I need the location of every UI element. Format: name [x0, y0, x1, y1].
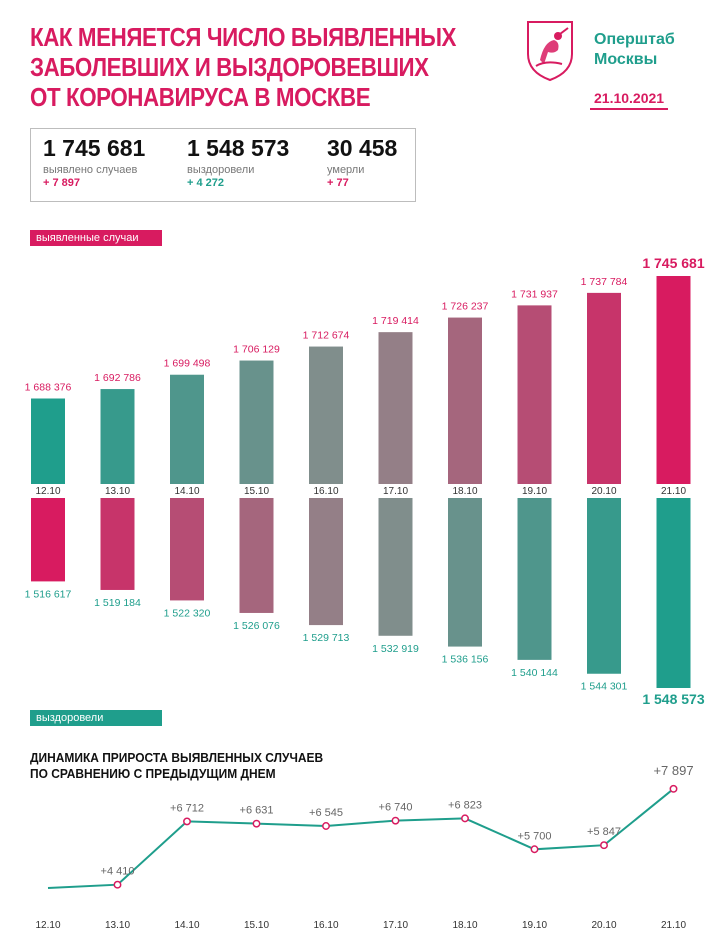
cases-bar [657, 276, 691, 484]
recovered-value-label: 1 548 573 [642, 691, 705, 707]
x-tick-label: 14.10 [174, 920, 200, 931]
deaths-label: умерли [327, 164, 365, 176]
data-point [462, 815, 468, 821]
x-tick-label: 20.10 [591, 920, 617, 931]
recovered-total: 1 548 573 [187, 135, 290, 161]
date-badge: 21.10.2021 [590, 88, 668, 110]
deaths-delta: + 77 [327, 177, 349, 189]
data-point [114, 882, 120, 888]
recovered-value-label: 1 529 713 [302, 632, 350, 645]
org-line: Оперштаб [594, 31, 675, 48]
date-tick-label: 21.10 [660, 486, 687, 497]
cases-total: 1 745 681 [43, 135, 146, 161]
cases-tag: выявленные случаи [30, 230, 162, 246]
cases-bar [240, 361, 274, 484]
cases-value-label: 1 719 414 [372, 315, 419, 328]
recovered-bar [240, 498, 274, 613]
recovered-value-label: 1 526 076 [233, 619, 280, 632]
date-tick-label: 18.10 [452, 486, 478, 497]
date-tick-label: 20.10 [591, 486, 617, 497]
org-line: Москвы [594, 51, 658, 68]
x-tick-label: 19.10 [521, 920, 548, 931]
cases-bar [31, 398, 65, 484]
date-tick-label: 13.10 [104, 486, 131, 497]
data-label: +6 823 [448, 799, 482, 812]
cases-bar [587, 293, 621, 484]
cases-value-label: 1 699 498 [163, 357, 211, 370]
x-tick-label: 12.10 [35, 920, 61, 931]
recovered-value-label: 1 540 144 [511, 666, 558, 679]
cases-value-label: 1 688 376 [24, 381, 72, 394]
recovered-bar [170, 498, 204, 600]
data-label: +4 410 [100, 865, 135, 878]
x-tick-label: 13.10 [104, 920, 131, 931]
bar-charts [0, 240, 720, 710]
cases-bar [448, 318, 482, 484]
recovered-value-label: 1 536 156 [441, 653, 489, 666]
line-chart-title-line: ДИНАМИКА ПРИРОСТА ВЫЯВЛЕННЫХ СЛУЧАЕВ [30, 750, 324, 765]
cases-value-label: 1 726 237 [441, 300, 489, 313]
stat-cases [43, 135, 145, 189]
recovered-value-label: 1 522 320 [163, 607, 211, 620]
cases-bar [309, 347, 343, 484]
cases-label: выявлено случаев [43, 164, 138, 176]
data-label: +6 545 [309, 807, 343, 820]
recovered-bar [31, 498, 65, 581]
cases-value-label: 1 692 786 [94, 372, 141, 385]
x-tick-label: 16.10 [313, 920, 339, 931]
series-line [48, 789, 674, 888]
data-point [670, 786, 676, 792]
data-label: +6 740 [378, 801, 413, 814]
cases-bar [518, 305, 552, 484]
page-title [30, 22, 457, 112]
data-label: +7 897 [653, 762, 694, 778]
recovered-tag: выздоровели [30, 710, 162, 726]
data-label: +5 847 [587, 826, 621, 839]
data-label: +5 700 [517, 830, 552, 843]
date-tick-label: 16.10 [313, 486, 339, 497]
data-point [392, 817, 398, 823]
recovered-value-label: 1 532 919 [372, 642, 419, 655]
cases-value-label: 1 712 674 [302, 329, 350, 342]
date-tick-label: 14.10 [174, 486, 200, 497]
date-tick-label: 17.10 [382, 486, 409, 497]
cases-value-label: 1 737 784 [580, 275, 628, 288]
x-tick-label: 18.10 [452, 920, 478, 931]
recovered-bar [309, 498, 343, 625]
moscow-coat-of-arms-icon [524, 20, 576, 82]
cases-value-label: 1 706 129 [233, 343, 280, 356]
cases-value-label: 1 745 681 [642, 255, 705, 271]
cases-bar [379, 332, 413, 484]
stat-recovered [187, 135, 289, 189]
data-label: +6 712 [170, 802, 204, 815]
x-tick-label: 21.10 [660, 920, 687, 931]
recovered-label: выздоровели [187, 164, 255, 176]
recovered-bar [657, 498, 691, 688]
recovered-value-label: 1 519 184 [94, 596, 141, 609]
cases-bar [101, 389, 135, 484]
recovered-value-label: 1 516 617 [24, 588, 72, 601]
cases-bar [170, 375, 204, 484]
org-name [594, 30, 675, 70]
data-point [253, 820, 259, 826]
recovered-value-label: 1 544 301 [580, 680, 628, 693]
data-point [531, 846, 537, 852]
recovered-delta: + 4 272 [187, 177, 225, 189]
recovered-bar [101, 498, 135, 590]
summary-box [30, 128, 416, 202]
data-point [184, 818, 190, 824]
data-point [601, 842, 607, 848]
recovered-bar [587, 498, 621, 674]
title-line: КАК МЕНЯЕТСЯ ЧИСЛО ВЫЯВЛЕННЫХ [30, 22, 457, 52]
line-chart-title-line: ПО СРАВНЕНИЮ С ПРЕДЫДУЩИМ ДНЕМ [30, 766, 276, 781]
title-line: ОТ КОРОНАВИРУСА В МОСКВЕ [30, 82, 371, 112]
date-tick-label: 19.10 [521, 486, 548, 497]
x-tick-label: 17.10 [382, 920, 409, 931]
line-chart [0, 760, 720, 936]
date-tick-label: 12.10 [35, 486, 61, 497]
deaths-total: 30 458 [327, 135, 398, 161]
date-tick-label: 15.10 [243, 486, 270, 497]
stat-deaths [327, 135, 397, 189]
cases-value-label: 1 731 937 [511, 288, 558, 301]
x-tick-label: 15.10 [243, 920, 270, 931]
recovered-bar [518, 498, 552, 660]
recovered-bar [448, 498, 482, 647]
data-label: +6 631 [239, 804, 274, 817]
recovered-bar [379, 498, 413, 636]
title-line: ЗАБОЛЕВШИХ И ВЫЗДОРОВЕВШИХ [30, 52, 429, 82]
data-point [323, 823, 329, 829]
cases-delta: + 7 897 [43, 177, 81, 189]
